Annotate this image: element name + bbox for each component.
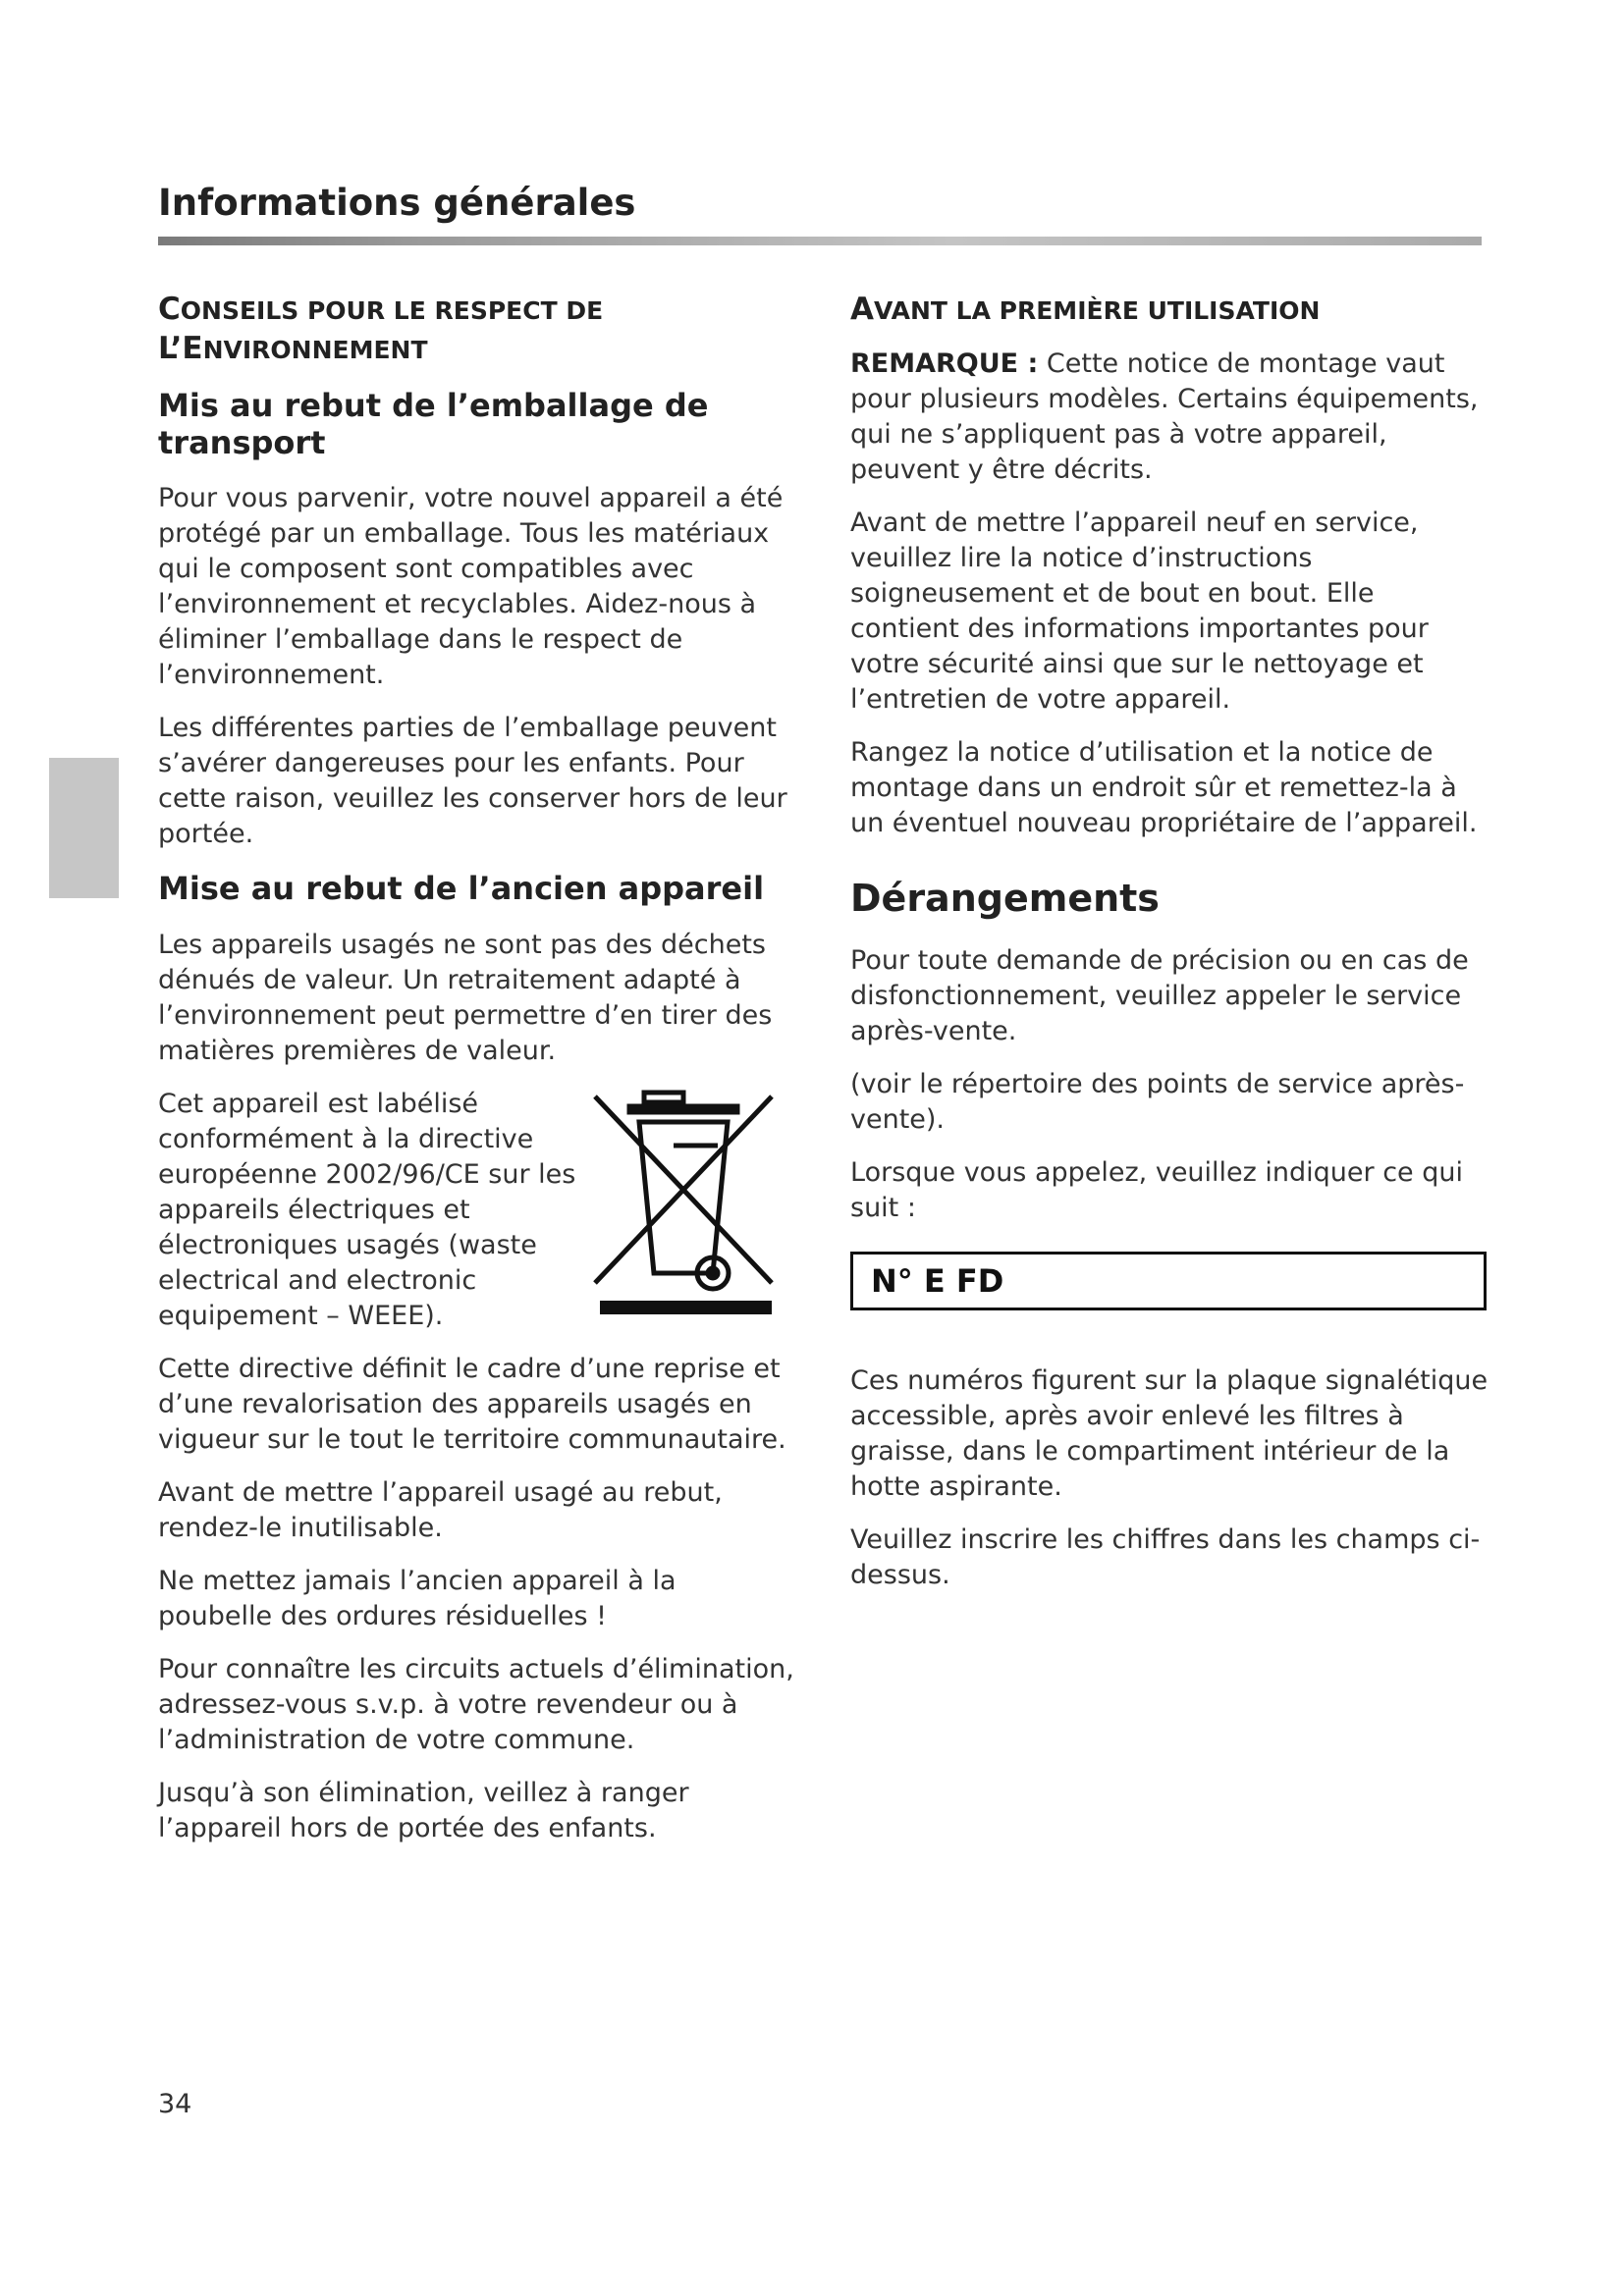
packaging-paragraph-1: Pour vous parvenir, votre nouvel appareil a été protégé par un emballage. Tous les matériaux qui le composent sont compatibles avec l’environnement et recyclables. Aidez-nous à éliminer l’emballage dans le respect de l’environnement. [158,483,784,691]
faults-paragraph-3: Lorsque vous appelez, veuillez indiquer ce qui suit : [850,1157,1464,1224]
crossed-bin-icon [590,1087,777,1322]
old-appliance-heading: Mise au rebut de l’ancien appareil [158,870,765,908]
first-use-paragraph-2: Rangez la notice d’utilisation et la notice de montage dans un endroit sûr et remettez-la à un éventuel nouveau propriétaire de l’appareil. [850,737,1478,839]
page-number: 34 [158,2089,192,2119]
faults-heading: Dérangements [850,877,1160,921]
bin-handle [644,1093,683,1102]
faults-paragraph-1: Pour toute demande de précision ou en cas de disfonctionnement, veuillez appeler le service après-vente. [850,945,1469,1047]
faults-paragraph-2: (voir le répertoire des points de service après-vente). [850,1069,1465,1136]
packaging-heading: Mis au rebut de l’emballage de transport [158,386,709,461]
weee-paragraph: Cet appareil est labélisé conformément à la directive européenne 2002/96/CE sur les appareils électriques et électroniques usagés (waste electrical and electronic equipement – WEEE). [158,1088,576,1331]
bin-wheel-hub [708,1268,718,1278]
packaging-paragraph-2: Les différentes parties de l’emballage peuvent s’avérer dangereuses pour les enfants. Pour cette raison, veuillez les conserver hors de leur portée. [158,713,787,850]
old-appliance-paragraph-5: Pour connaître les circuits actuels d’élimination, adressez-vous s.v.p. à votre revendeur ou à l’administration de votre commune. [158,1653,794,1755]
note-text: Cette notice de montage vaut pour plusieurs modèles. Certains équipements, qui ne s’appliquent pas à votre appareil, peuvent y être décrits. [850,348,1479,486]
eco-heading-initial-2: L’E [158,331,203,367]
service-number-box [850,1252,1487,1310]
bin-lid [629,1106,737,1112]
title-rule [158,237,1482,245]
note-label: REMARQUE : [850,348,1039,380]
eco-heading-rest-2: NVIRONNEMENT [202,336,428,365]
eco-heading [158,290,796,369]
right-column [850,290,1489,1611]
first-use-heading [850,290,1489,329]
first-use-heading-rest: VANT LA PREMIÈRE UTILISATION [874,296,1321,325]
faults-paragraph-4: Ces numéros figurent sur la plaque signalétique accessible, après avoir enlevé les filtres à graisse, dans le compartiment intérieur de la hotte aspirante. [850,1365,1489,1503]
service-number-label: N° E FD [871,1262,1004,1301]
old-appliance-paragraph-2: Cette directive définit le cadre d’une reprise et d’une revalorisation des appareils usagés en vigueur sur le tout le territoire communautaire. [158,1353,786,1455]
old-appliance-paragraph-4: Ne mettez jamais l’ancien appareil à la poubelle des ordures résiduelles ! [158,1565,677,1631]
left-column [158,290,796,1864]
first-use-paragraph-1: Avant de mettre l’appareil neuf en service, veuillez lire la notice d’instructions soigneusement et de bout en bout. Elle contient des informations importantes pour votre sécurité ainsi que sur le nettoyage et l’entretien de votre appareil. [850,507,1429,716]
page-title: Informations générales [158,182,636,224]
first-use-heading-initial: A [850,292,874,327]
note-paragraph [850,347,1489,488]
old-appliance-paragraph-6: Jusqu’à son élimination, veillez à ranger l’appareil hors de portée des enfants. [158,1777,689,1843]
old-appliance-paragraph-1: Les appareils usagés ne sont pas des déchets dénués de valeur. Un retraitement adapté à l’environnement peut permettre d’en tirer des matières premières de valeur. [158,929,773,1066]
weee-block [158,1087,796,1334]
eco-heading-rest-1: ONSEILS POUR LE RESPECT DE [180,296,604,325]
chapter-tab [49,758,119,898]
eco-heading-initial-1: C [158,292,181,327]
bin-shape [595,1093,772,1289]
faults-paragraph-5: Veuillez inscrire les chiffres dans les champs ci-dessus. [850,1524,1481,1591]
bin-underbar [600,1301,772,1314]
old-appliance-paragraph-3: Avant de mettre l’appareil usagé au rebut, rendez-le inutilisable. [158,1476,723,1543]
